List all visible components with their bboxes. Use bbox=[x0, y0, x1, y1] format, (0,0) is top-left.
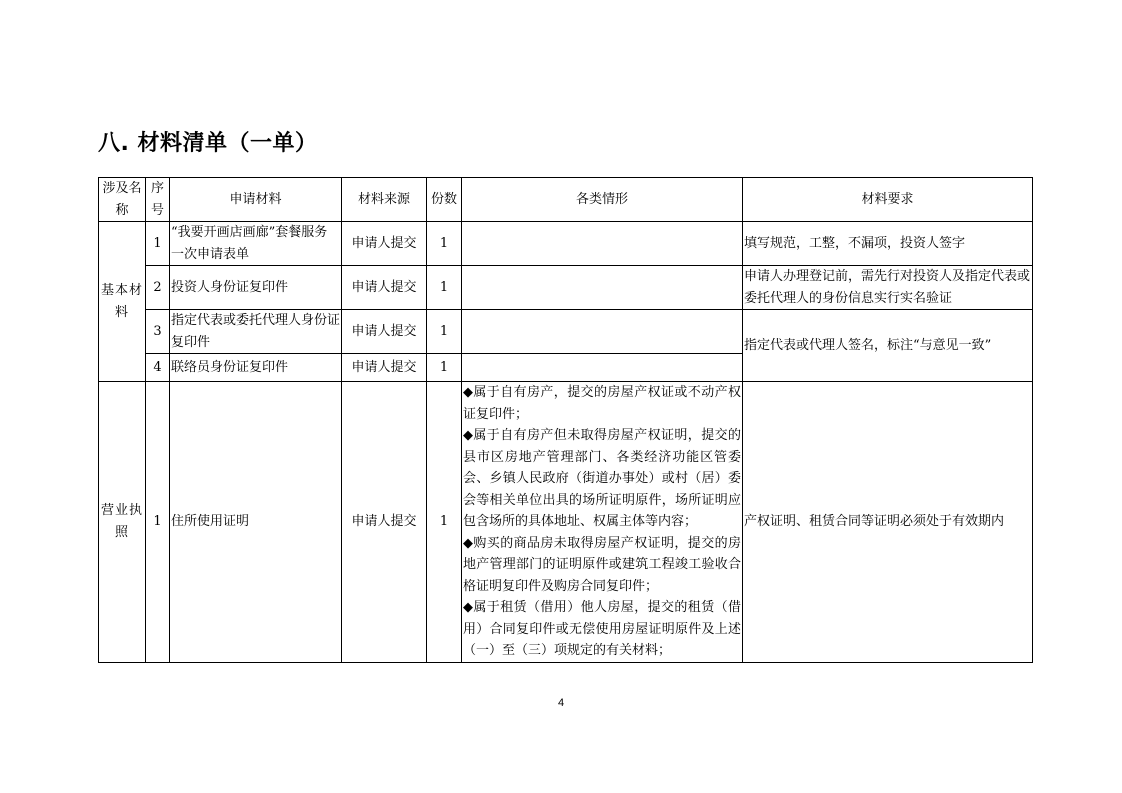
copies-cell: 1 bbox=[427, 222, 462, 266]
section-title: 八. 材料清单（一单） bbox=[98, 131, 318, 156]
header-requirements: 材料要求 bbox=[743, 178, 1033, 222]
copies-cell: 1 bbox=[427, 310, 462, 354]
category-cell: 基本材料 bbox=[99, 222, 146, 382]
copies-cell: 1 bbox=[427, 266, 462, 310]
header-source: 材料来源 bbox=[342, 178, 427, 222]
situation-cell bbox=[462, 222, 743, 266]
material-cell: “我要开画店画廊”套餐服务一次申请表单 bbox=[170, 222, 342, 266]
seq-cell: 2 bbox=[146, 266, 170, 310]
seq-cell: 1 bbox=[146, 382, 170, 663]
situation-cell bbox=[462, 266, 743, 310]
material-cell: 投资人身份证复印件 bbox=[170, 266, 342, 310]
requirement-cell: 产权证明、租赁合同等证明必须处于有效期内 bbox=[743, 382, 1033, 663]
category-cell: 营业执照 bbox=[99, 382, 146, 663]
seq-cell: 1 bbox=[146, 222, 170, 266]
source-cell: 申请人提交 bbox=[342, 310, 427, 354]
source-cell: 申请人提交 bbox=[342, 222, 427, 266]
situation-item: ◆属于自有房产但未取得房屋产权证明，提交的县市区房地产管理部门、各类经济功能区管委会、乡镇人民政府（街道办事处）或村（居）委会等相关单位出具的场所证明原件，场所证明应包含场所的具体地址、权属主体等内容； bbox=[463, 428, 741, 529]
table-row bbox=[99, 382, 1033, 663]
header-copies: 份数 bbox=[427, 178, 462, 222]
seq-cell: 4 bbox=[146, 354, 170, 382]
table-row bbox=[99, 222, 1033, 266]
material-cell: 指定代表或委托代理人身份证复印件 bbox=[170, 310, 342, 354]
situation-item: ◆购买的商品房未取得房屋产权证明，提交的房地产管理部门的证明原件或建筑工程竣工验收合格证明复印件及购房合同复印件； bbox=[463, 535, 741, 594]
requirement-cell: 申请人办理登记前，需先行对投资人及指定代表或委托代理人的身份信息实行实名验证 bbox=[743, 266, 1033, 310]
materials-table bbox=[98, 177, 1033, 663]
requirement-cell: 填写规范，工整，不漏项，投资人签字 bbox=[743, 222, 1033, 266]
situation-cell bbox=[462, 310, 743, 354]
header-category: 涉及名称 bbox=[99, 178, 146, 222]
situation-item: ◆属于自有房产，提交的房屋产权证或不动产权证复印件； bbox=[463, 385, 741, 422]
table-row bbox=[99, 266, 1033, 310]
table-row bbox=[99, 310, 1033, 354]
seq-cell: 3 bbox=[146, 310, 170, 354]
source-cell: 申请人提交 bbox=[342, 266, 427, 310]
situation-item: ◆属于租赁（借用）他人房屋，提交的租赁（借用）合同复印件或无偿使用房屋证明原件及上述（一）至（三）项规定的有关材料； bbox=[463, 600, 741, 658]
page-number: 4 bbox=[557, 697, 565, 709]
material-cell: 住所使用证明 bbox=[170, 382, 342, 663]
header-row bbox=[99, 178, 1033, 222]
situation-cell bbox=[462, 382, 743, 663]
header-material: 申请材料 bbox=[170, 178, 342, 222]
copies-cell: 1 bbox=[427, 354, 462, 382]
source-cell: 申请人提交 bbox=[342, 354, 427, 382]
situation-cell bbox=[462, 354, 743, 382]
requirement-cell: 指定代表或代理人签名，标注“与意见一致” bbox=[743, 310, 1033, 382]
header-seq: 序号 bbox=[146, 178, 170, 222]
source-cell: 申请人提交 bbox=[342, 382, 427, 663]
header-situations: 各类情形 bbox=[462, 178, 743, 222]
material-cell: 联络员身份证复印件 bbox=[170, 354, 342, 382]
copies-cell: 1 bbox=[427, 382, 462, 663]
